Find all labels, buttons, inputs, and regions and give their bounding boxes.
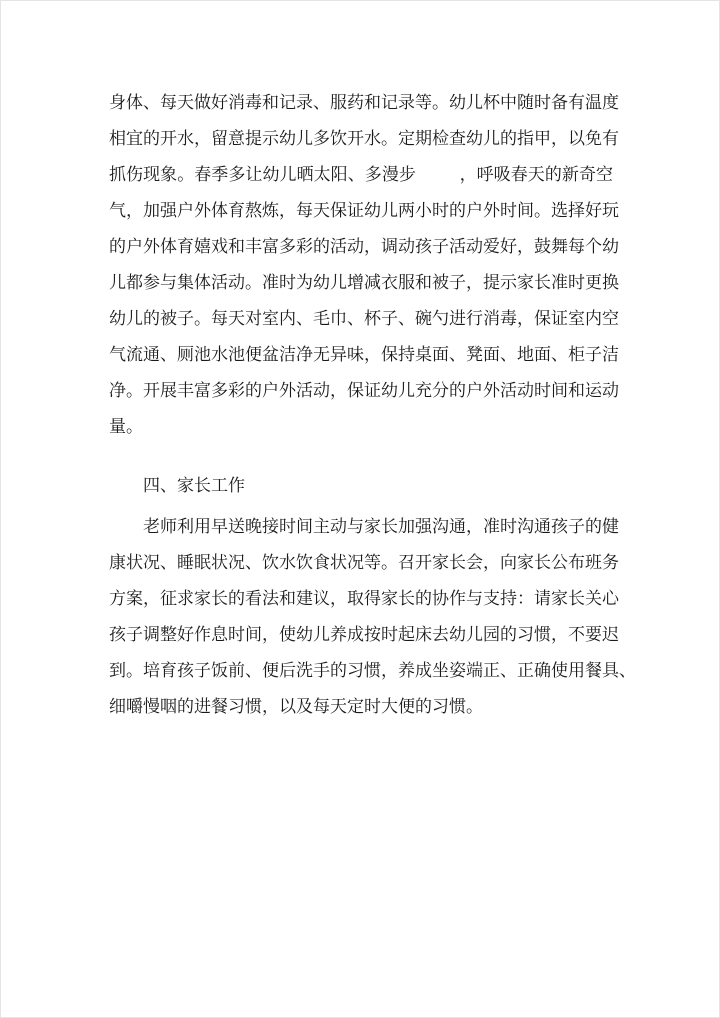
paragraph-line: 净。开展丰富多彩的户外活动，保证幼儿充分的户外活动时间和运动: [109, 381, 619, 401]
paragraph-line: 细嚼慢咽的进餐习惯，以及每天定时大便的习惯。: [109, 697, 483, 717]
paragraph-line: 身体、每天做好消毒和记录、服药和记录等。幼儿杯中随时备有温度: [109, 93, 619, 113]
paragraph-line: 气流通、厕池水池便盆洁净无异味，保持桌面、凳面、地面、柜子洁: [109, 345, 619, 365]
paragraph-line: 儿都参与集体活动。准时为幼儿增减衣服和被子，提示家长准时更换: [109, 273, 619, 293]
paragraph-line: 方案，征求家长的看法和建议，取得家长的协作与支持：请家长关心: [109, 589, 619, 609]
paragraph-line: 孩子调整好作息时间，使幼儿养成按时起床去幼儿园的习惯，不要迟: [109, 625, 619, 645]
section-heading: 四、家长工作: [143, 476, 245, 496]
paragraph-line: 量。: [109, 417, 143, 437]
paragraph-line: 康状况、睡眠状况、饮水饮食状况等。召开家长会，向家长公布班务: [109, 553, 619, 573]
paragraph-line: 抓伤现象。春季多让幼儿晒太阳、多漫步 ，呼吸春天的新奇空: [109, 165, 613, 185]
paragraph-line: 气，加强户外体育熬炼，每天保证幼儿两小时的户外时间。选择好玩: [109, 201, 619, 221]
paragraph-line: 的户外体育嬉戏和丰富多彩的活动，调动孩子活动爱好，鼓舞每个幼: [109, 237, 619, 257]
paragraph-line: 到。培育孩子饭前、便后洗手的习惯，养成坐姿端正、正确使用餐具、: [109, 661, 636, 681]
paragraph-line: 相宜的开水，留意提示幼儿多饮开水。定期检查幼儿的指甲，以免有: [109, 129, 619, 149]
paragraph-line: 幼儿的被子。每天对室内、毛巾、杯子、碗勺进行消毒，保证室内空: [109, 309, 619, 329]
paragraph-line: 老师利用早送晚接时间主动与家长加强沟通，准时沟通孩子的健: [143, 517, 619, 537]
